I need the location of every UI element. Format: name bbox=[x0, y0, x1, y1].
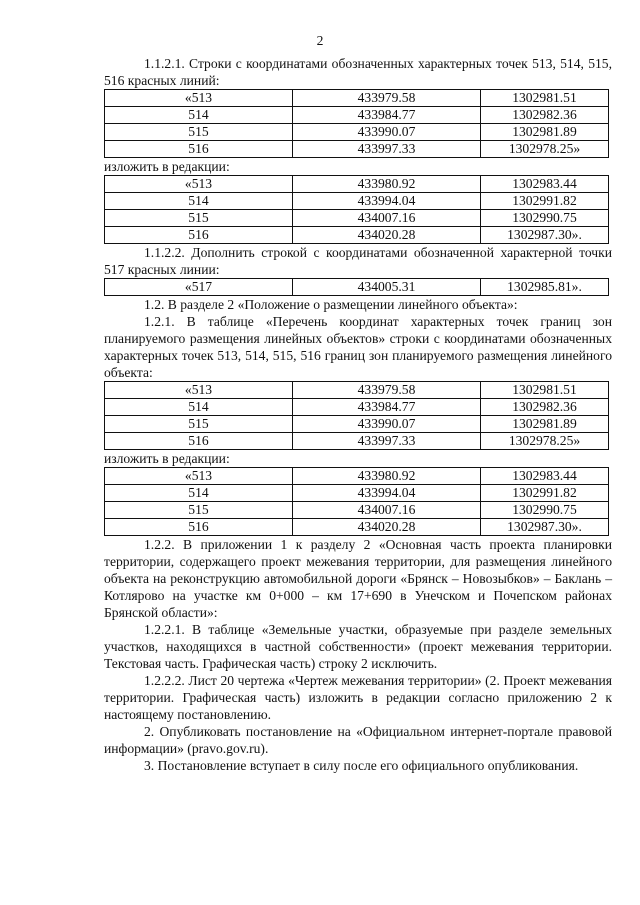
paragraph-edit-wording-1: изложить в редакции: bbox=[104, 159, 230, 174]
point-number-cell: «513 bbox=[105, 176, 293, 193]
coords-table-zones-new bbox=[104, 467, 609, 536]
y-coordinate-cell: 1302990.75 bbox=[481, 502, 609, 519]
point-number-cell: 515 bbox=[105, 416, 293, 433]
x-coordinate-cell: 433990.07 bbox=[293, 416, 481, 433]
point-number-cell: 516 bbox=[105, 433, 293, 450]
table-row bbox=[105, 399, 609, 416]
x-coordinate-cell: 433984.77 bbox=[293, 399, 481, 416]
y-coordinate-cell: 1302981.51 bbox=[481, 90, 609, 107]
point-number-cell: «513 bbox=[105, 382, 293, 399]
point-number-cell: 514 bbox=[105, 399, 293, 416]
y-coordinate-cell: 1302987.30». bbox=[481, 519, 609, 536]
x-coordinate-cell: 434007.16 bbox=[293, 210, 481, 227]
x-coordinate-cell: 433980.92 bbox=[293, 468, 481, 485]
coords-table-zones-old bbox=[104, 381, 609, 450]
y-coordinate-cell: 1302981.89 bbox=[481, 416, 609, 433]
paragraph-1-2-1: 1.2.1. В таблице «Перечень координат характерных точек границ зон планируемого размещения линейных объектов» строки с координатами обозначенных характерных точек 513, 514, 515, 516 границ зон планируемого размещения линейного объекта: bbox=[104, 314, 612, 380]
x-coordinate-cell: 433997.33 bbox=[293, 433, 481, 450]
y-coordinate-cell: 1302991.82 bbox=[481, 193, 609, 210]
coords-table-point-517 bbox=[104, 278, 609, 296]
table-row bbox=[105, 382, 609, 399]
point-number-cell: 516 bbox=[105, 227, 293, 244]
x-coordinate-cell: 433980.92 bbox=[293, 176, 481, 193]
x-coordinate-cell: 433984.77 bbox=[293, 107, 481, 124]
y-coordinate-cell: 1302982.36 bbox=[481, 399, 609, 416]
point-number-cell: «513 bbox=[105, 90, 293, 107]
table-row bbox=[105, 124, 609, 141]
x-coordinate-cell: 434020.28 bbox=[293, 227, 481, 244]
paragraph-2-publish: 2. Опубликовать постановление на «Официальном интернет-портале правовой информации» (pravo.gov.ru). bbox=[104, 724, 612, 756]
coords-table-red-lines-old bbox=[104, 89, 609, 158]
y-coordinate-cell: 1302987.30». bbox=[481, 227, 609, 244]
x-coordinate-cell: 433997.33 bbox=[293, 141, 481, 158]
x-coordinate-cell: 433994.04 bbox=[293, 193, 481, 210]
y-coordinate-cell: 1302990.75 bbox=[481, 210, 609, 227]
point-number-cell: 514 bbox=[105, 485, 293, 502]
table-row bbox=[105, 107, 609, 124]
point-number-cell: 515 bbox=[105, 210, 293, 227]
y-coordinate-cell: 1302981.51 bbox=[481, 382, 609, 399]
paragraph-edit-wording-2: изложить в редакции: bbox=[104, 451, 230, 466]
x-coordinate-cell: 433979.58 bbox=[293, 90, 481, 107]
point-number-cell: 514 bbox=[105, 107, 293, 124]
x-coordinate-cell: 433979.58 bbox=[293, 382, 481, 399]
point-number-cell: 516 bbox=[105, 519, 293, 536]
point-number-cell: 515 bbox=[105, 124, 293, 141]
paragraph-3-effective: 3. Постановление вступает в силу после его официального опубликования. bbox=[144, 758, 579, 773]
x-coordinate-cell: 433990.07 bbox=[293, 124, 481, 141]
coords-table-red-lines-new bbox=[104, 175, 609, 244]
x-coordinate-cell: 433994.04 bbox=[293, 485, 481, 502]
point-number-cell: «513 bbox=[105, 468, 293, 485]
document-body bbox=[104, 55, 612, 774]
table-row bbox=[105, 227, 609, 244]
table-row bbox=[105, 502, 609, 519]
paragraph-1-2-2-1: 1.2.2.1. В таблице «Земельные участки, образуемые при разделе земельных участков, находящихся в частной собственности» (проект межевания территории. Текстовая часть. Графическая часть) строку 2 исключить. bbox=[104, 622, 612, 671]
table-row bbox=[105, 468, 609, 485]
table-row bbox=[105, 210, 609, 227]
table-row bbox=[105, 141, 609, 158]
point-number-cell: «517 bbox=[105, 279, 293, 296]
x-coordinate-cell: 434007.16 bbox=[293, 502, 481, 519]
table-row bbox=[105, 279, 609, 296]
point-number-cell: 515 bbox=[105, 502, 293, 519]
paragraph-1-2-2: 1.2.2. В приложении 1 к разделу 2 «Основная часть проекта планировки территории, содержащего проект межевания территории, для размещения линейного объекта на реконструкцию автомобильной дороги «Брянск – Новозыбков» – Баклань – Котлярово на участке км 0+000 – км 17+690 в Унечском и Почепском районах Брянской области»: bbox=[104, 537, 612, 620]
table-row bbox=[105, 485, 609, 502]
y-coordinate-cell: 1302991.82 bbox=[481, 485, 609, 502]
paragraph-1-1-2-2: 1.1.2.2. Дополнить строкой с координатами обозначенной характерной точки 517 красных линии: bbox=[104, 245, 612, 277]
y-coordinate-cell: 1302978.25» bbox=[481, 141, 609, 158]
paragraph-1-2-2-2: 1.2.2.2. Лист 20 чертежа «Чертеж межевания территории» (2. Проект межевания территории. Графическая часть) изложить в редакции согласно приложению 2 к настоящему постановлению. bbox=[104, 673, 612, 722]
table-row bbox=[105, 433, 609, 450]
y-coordinate-cell: 1302983.44 bbox=[481, 176, 609, 193]
y-coordinate-cell: 1302985.81». bbox=[481, 279, 609, 296]
point-number-cell: 514 bbox=[105, 193, 293, 210]
table-row bbox=[105, 416, 609, 433]
x-coordinate-cell: 434005.31 bbox=[293, 279, 481, 296]
x-coordinate-cell: 434020.28 bbox=[293, 519, 481, 536]
y-coordinate-cell: 1302983.44 bbox=[481, 468, 609, 485]
y-coordinate-cell: 1302982.36 bbox=[481, 107, 609, 124]
paragraph-1-1-2-1: 1.1.2.1. Строки с координатами обозначенных характерных точек 513, 514, 515, 516 красных линий: bbox=[104, 56, 612, 88]
table-row bbox=[105, 519, 609, 536]
table-row bbox=[105, 176, 609, 193]
y-coordinate-cell: 1302981.89 bbox=[481, 124, 609, 141]
table-row bbox=[105, 90, 609, 107]
page-number: 2 bbox=[316, 33, 324, 48]
paragraph-1-2: 1.2. В разделе 2 «Положение о размещении линейного объекта»: bbox=[144, 297, 518, 312]
y-coordinate-cell: 1302978.25» bbox=[481, 433, 609, 450]
point-number-cell: 516 bbox=[105, 141, 293, 158]
table-row bbox=[105, 193, 609, 210]
